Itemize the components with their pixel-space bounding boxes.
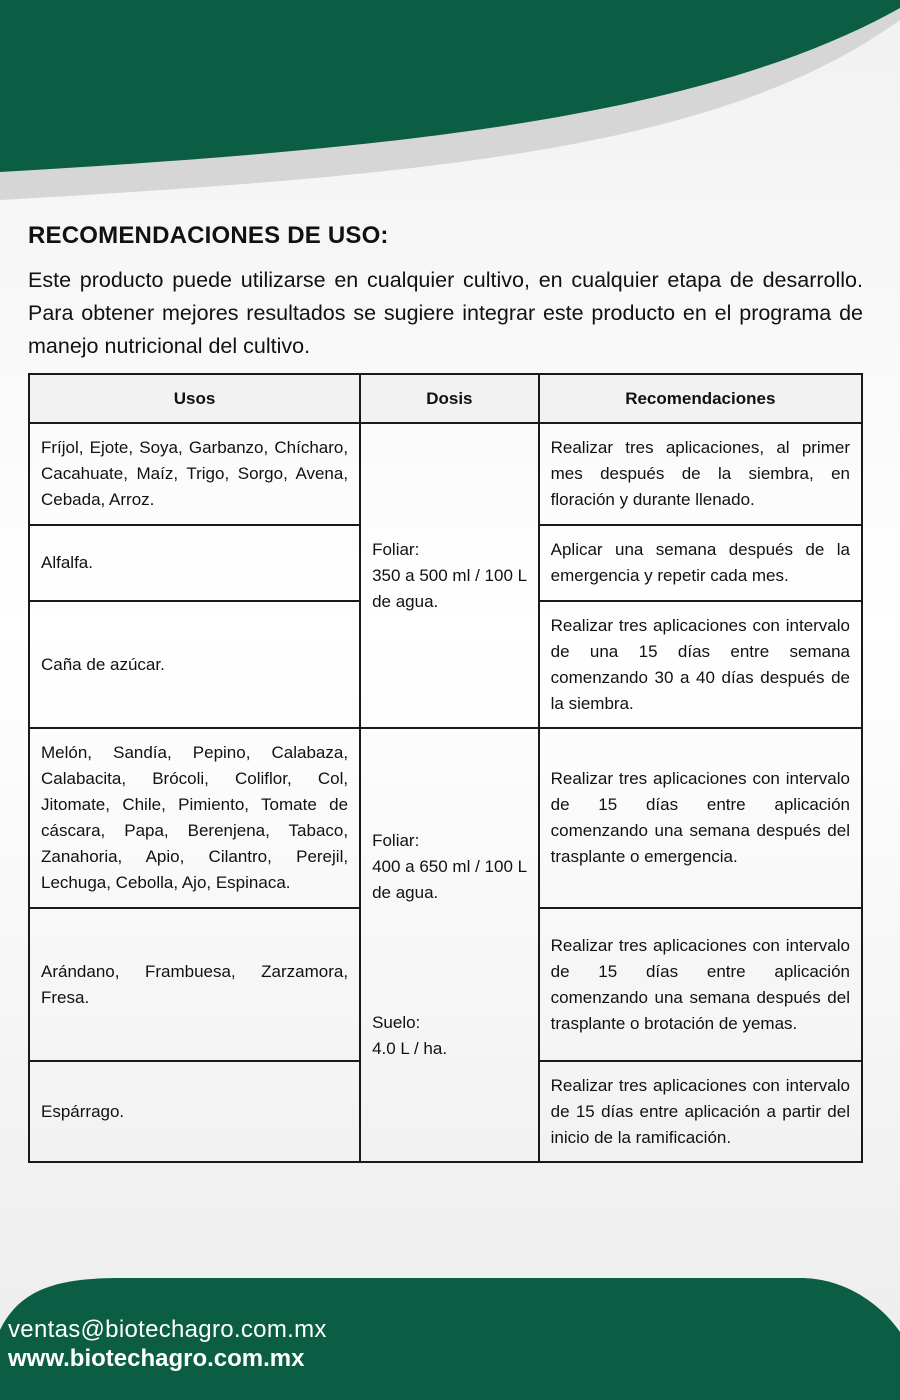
recommendation-cell: Realizar tres aplicaciones con intervalo de una 15 días entre semana comenzando 30 a 40 días después de la siembra. (539, 601, 862, 728)
dose-spacer (372, 906, 527, 1010)
uses-cell: Espárrago. (29, 1061, 360, 1162)
dose-value: 350 a 500 ml / 100 L de agua. (372, 565, 527, 611)
soil-dose-label: Suelo: (372, 1013, 421, 1032)
uses-cell: Melón, Sandía, Pepino, Calabaza, Calabacita, Brócoli, Coliflor, Col, Jitomate, Chile, Pimiento, Tomate de cáscara, Papa, Berenjena, Tabaco, Zanahoria, Apio, Cilantro, Perejil, Lechuga, Cebolla, Ajo, Espinaca. (29, 728, 360, 908)
recommendation-cell: Aplicar una semana después de la emergencia y repetir cada mes. (539, 525, 862, 601)
table-row (29, 728, 862, 908)
header-uses: Usos (29, 374, 360, 423)
usage-table (28, 373, 863, 1163)
contact-email-link[interactable]: ventas@biotechagro.com.mx (8, 1316, 327, 1343)
usage-heading: RECOMENDACIONES DE USO: (28, 222, 389, 249)
recommendation-cell: Realizar tres aplicaciones, al primer mes después de la siembra, en floración y durante llenado. (539, 423, 862, 525)
dose-cell-group-2 (360, 728, 539, 1162)
foliar-dose-label: Foliar: (372, 831, 420, 850)
website-link[interactable]: www.biotechagro.com.mx (8, 1345, 305, 1372)
table-row (29, 423, 862, 525)
uses-cell: Arándano, Frambuesa, Zarzamora, Fresa. (29, 908, 360, 1061)
uses-cell: Caña de azúcar. (29, 601, 360, 728)
recommendation-cell: Realizar tres aplicaciones con intervalo de 15 días entre aplicación comenzando una semana después del trasplante o brotación de yemas. (539, 908, 862, 1061)
uses-cell: Fríjol, Ejote, Soya, Garbanzo, Chícharo, Cacahuate, Maíz, Trigo, Sorgo, Avena, Cebada, Arroz. (29, 423, 360, 525)
intro-paragraph: Este producto puede utilizarse en cualquier cultivo, en cualquier etapa de desarrollo. Para obtener mejores resultados se sugiere integrar este producto en el programa de manejo nutricional del cultivo. (28, 268, 863, 358)
uses-cell: Alfalfa. (29, 525, 360, 601)
header-recommendations: Recomendaciones (539, 374, 862, 423)
header-wave-decoration (0, 0, 900, 220)
dose-label: Foliar: (372, 539, 420, 559)
recommendation-cell: Realizar tres aplicaciones con intervalo de 15 días entre aplicación a partir del inicio de la ramificación. (539, 1061, 862, 1162)
table-header-row (29, 374, 862, 423)
dose-cell-group-1 (360, 423, 539, 728)
foliar-dose-value: 400 a 650 ml / 100 L de agua. (372, 857, 527, 902)
header-dose: Dosis (360, 374, 539, 423)
soil-dose-value: 4.0 L / ha. (372, 1039, 448, 1058)
recommendation-cell: Realizar tres aplicaciones con intervalo de 15 días entre aplicación comenzando una semana después del trasplante o emergencia. (539, 728, 862, 908)
